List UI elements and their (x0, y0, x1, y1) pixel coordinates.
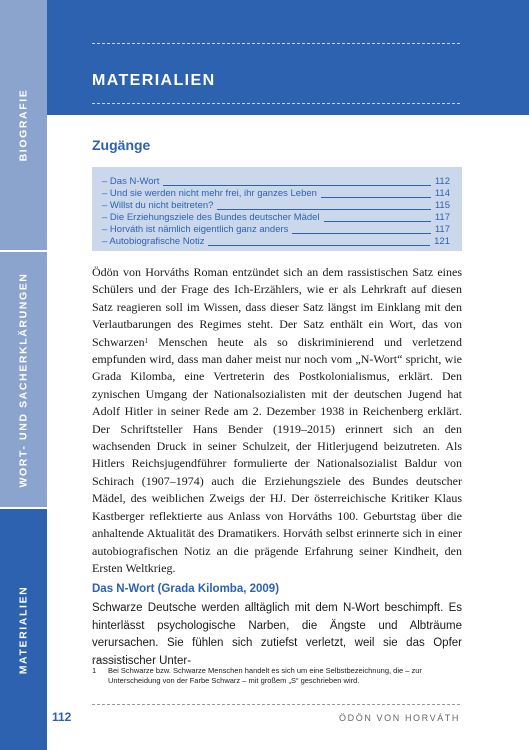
contents-item[interactable] (102, 200, 450, 212)
contents-item-page: 112 (434, 176, 450, 187)
contents-item-title: – Das N-Wort (102, 176, 160, 187)
leader-line (217, 209, 430, 210)
contents-item-page: 117 (434, 224, 450, 235)
subsection-text: Schwarze Deutsche werden alltäglich mit dem N-Wort beschimpft. Es hinterlässt psychologische Narben, die Ängste und Albträume verursachen. Sie fühlen sich zutiefst verletzt, weil sie das Opfer rassistischer Unter- (92, 602, 462, 667)
intro-text-part1: Ödön von Horváths Roman entzündet sich an dem rassistischen Satz eines Schülers und der Frage des Ich-Erzählers, wie er als Lehrkraft auf diesen Satz reagieren soll im Wissen, dass dieser Satz längst im Einklang mit den Verlautbarungen des Regimes steht. Der Satz enthält ein Wort, das von Schwarzen (92, 265, 462, 349)
contents-box (92, 167, 462, 251)
footnote-number: 1 (92, 666, 97, 675)
intro-paragraph (92, 264, 462, 577)
page-title: MATERIALIEN (92, 72, 216, 89)
contents-item-title: – Willst du nicht beitreten? (102, 200, 214, 211)
leader-line (208, 245, 430, 246)
contents-item[interactable] (102, 224, 450, 236)
contents-item-title: – Horváth ist nämlich eigentlich ganz anders (102, 224, 289, 235)
footnote-text: Bei Schwarze bzw. Schwarze Menschen handelt es sich um eine Selbstbezeichnung, die – zur Unterscheidung von der Farbe Schwarz – mit großem „S“ geschrieben wird. (108, 666, 422, 685)
sidebar-tab-label: BIOGRAFIE (17, 88, 30, 162)
leader-line (324, 221, 431, 222)
contents-item[interactable] (102, 188, 450, 200)
header-divider-bottom (92, 103, 460, 104)
footnote (92, 666, 462, 686)
contents-item-page: 114 (434, 188, 450, 199)
contents-item[interactable] (102, 176, 450, 188)
contents-item-title: – Und sie werden nicht mehr frei, ihr ganzes Leben (102, 188, 317, 199)
sidebar-tab-label: MATERIALIEN (17, 585, 30, 674)
leader-line (321, 197, 431, 198)
contents-item-page: 115 (434, 200, 450, 211)
header-divider-top (92, 43, 460, 44)
leader-line (163, 185, 430, 186)
subsection-heading: Das N-Wort (Grada Kilomba, 2009) (92, 583, 280, 595)
intro-text-part2: Menschen heute als so diskriminierend und verletzend empfunden wird, dass man daher meist nur noch vom „N-Wort“ spricht, wie Grada Kilomba, eine Vertreterin des Postkolonialismus, erklärt. Den zynischen Umgang der Nationalsozialisten mit der deutschen Jugend hat Adolf Hitler in seiner Rede am 2. Dezember 1938 in Reichenberg erklärt. Der Schriftsteller Hans Bender (1919–2015) erinnert sich an den wachsenden Druck in seiner Schulzeit, der Hitlerjugend beizutreten. Als Hitlers Reichsjugendführer formulierte der Nationalsozialist Baldur von Schirach (1907–1974) auch die Erziehungsziele des Bundes deutscher Mädel, des weiblichen Zweigs der HJ. Der österreichische Kritiker Klaus Kastberger reflektierte aus Anlass von Horváths 100. Geburtstag über die anhaltende Aktualität des Dramatikers. Horváth selbst erinnerte sich in einer autobiografischen Notiz an die prägende Erfahrung seiner Kindheit, den Ersten Weltkrieg. (92, 334, 462, 575)
leader-line (292, 233, 430, 234)
contents-item[interactable] (102, 236, 450, 248)
section-heading: Zugänge (92, 137, 151, 153)
page-number: 112 (52, 710, 72, 724)
sidebar-tab-label: WORT- UND SACHERKLÄRUNGEN (17, 272, 30, 487)
contents-item-page: 121 (434, 236, 450, 247)
footnote-reference[interactable]: 1 (144, 336, 149, 345)
footer-divider (92, 704, 460, 705)
footnote-divider (92, 659, 130, 660)
contents-item[interactable] (102, 212, 450, 224)
sidebar-tab-materialien[interactable] (0, 509, 47, 750)
contents-item-page: 117 (434, 212, 450, 223)
sidebar-tab-biografie[interactable] (0, 0, 47, 250)
header-band (47, 0, 529, 115)
contents-item-title: – Autobiografische Notiz (102, 236, 205, 247)
running-title: ÖDÖN VON HORVÁTH (339, 713, 460, 723)
subsection-paragraph (92, 600, 462, 670)
sidebar-tab-wort-und-sacherklaerungen[interactable] (0, 252, 47, 507)
sidebar-nav (0, 0, 47, 750)
contents-item-title: – Die Erziehungsziele des Bundes deutscher Mädel (102, 212, 320, 223)
